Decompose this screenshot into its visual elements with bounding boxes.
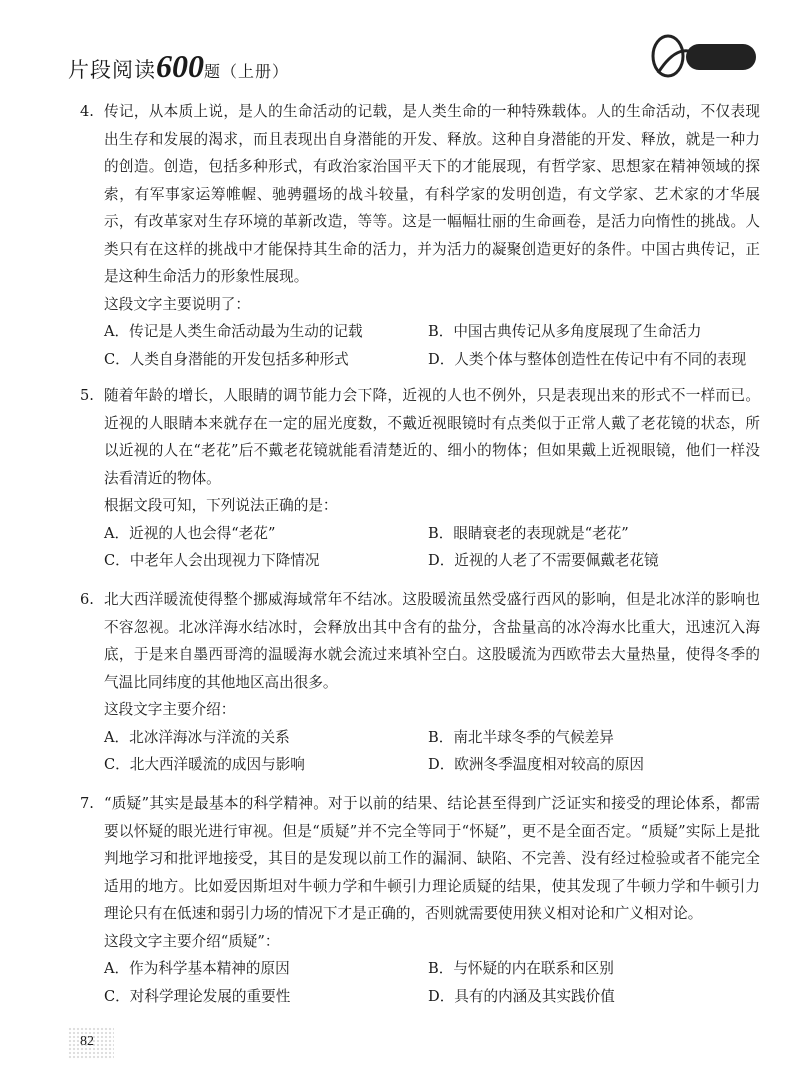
option-c: C．人类自身潜能的开发包括多种形式 [104,350,349,368]
option-list [104,724,760,779]
option-a: A．传记是人类生命活动最为生动的记载 [104,323,363,340]
book-title-suffix: 题 [204,62,222,81]
option-list [104,955,760,1010]
question-prompt: 这段文字主要介绍“质疑”： [104,932,280,950]
question-stem: 北大西洋暖流使得整个挪威海域常年不结冰。这股暖流虽然受盛行西风的影响，但是北冰洋的影响也不容忽视。北冰洋海水结冰时，会释放出其中含有的盐分，含盐量高的冰冷海水比重大，迅速沉入海底，于是来自墨西哥湾的温暖海水就会流过来填补空白。这股暖流为西欧带去大量热量，使得冬季的气温比同纬度的其他地区高出很多。 [104,591,760,691]
page-number: 82 [80,1034,94,1049]
question-stem: “质疑”其实是最基本的科学精神。对于以前的结果、结论甚至得到广泛证实和接受的理论体系，都需要以怀疑的眼光进行审视。但是“质疑”并不完全等同于“怀疑”，更不是全面否定。“质疑”实际上是批判地学习和批评地接受，其目的是发现以前工作的漏洞、缺陷、不完善、没有经过检验或者不能完全适用的地方。比如爱因斯坦对牛顿力学和牛顿引力理论质疑的结果，使其发现了牛顿力学和牛顿引力理论只有在低速和弱引力场的情况下才是正确的，否则就需要使用狭义相对论和广义相对论。 [104,795,760,922]
question-4 [80,98,760,373]
option-b: B．与怀疑的内在联系和区别 [428,960,614,977]
question-prompt: 根据文段可知，下列说法正确的是： [104,497,338,514]
question-7 [80,790,760,1010]
option-d: D．人类个体与整体创造性在传记中有不同的表现 [428,350,747,368]
option-c: C．对科学理论发展的重要性 [104,987,291,1005]
question-stem: 传记，从本质上说，是人的生命活动的记载，是人类生命的一种特殊载体。人的生命活动，不仅表现出生存和发展的渴求，而且表现出自身潜能的开发、释放。这种自身潜能的开发、释放，就是一种力的创造。创造，包括多种形式，有政治家治国平天下的才能展现，有哲学家、思想家在精神领域的探索，有军事家运筹帷幄、驰骋疆场的战斗较量，有科学家的发明创造，有文学家、艺术家的才华展示，有改革家对生存环境的革新改造，等等。这是一幅幅壮丽的生命画卷，是活力向惰性的挑战。人类只有在这样的挑战中才能保持其生命的活力，并为活力的凝聚创造更好的条件。中国古典传记，正是这种生命活力的形象性展现。 [104,103,760,285]
book-title [68,48,289,85]
question-number: 5. [80,387,94,404]
book-title-prefix: 片段阅读 [68,58,156,82]
question-prompt: 这段文字主要说明了： [104,295,250,313]
option-b: B．眼睛衰老的表现就是“老花” [428,524,629,542]
question-6 [80,586,760,779]
option-c: C．中老年人会出现视力下降情况 [104,552,320,569]
option-a: A．北冰洋海冰与洋流的关系 [104,728,290,746]
book-volume: （上册） [221,62,290,81]
option-d: D．欧洲冬季温度相对较高的原因 [428,756,645,773]
question-prompt: 这段文字主要介绍： [104,701,236,718]
question-number: 6. [80,591,94,608]
publisher-logo [650,28,760,83]
option-d: D．具有的内涵及其实践价值 [428,987,615,1005]
option-b: B．中国古典传记从多角度展现了生命活力 [428,323,702,340]
page-header [0,0,800,95]
question-stem: 随着年龄的增长，人眼睛的调节能力会下降，近视的人也不例外，只是表现出来的形式不一样而已。近视的人眼睛本来就存在一定的屈光度数，不戴近视眼镜时有点类似于正常人戴了老花镜的状态，所以近视的人在“老花”后不戴老花镜就能看清楚近的、细小的物体；但如果戴上近视眼镜，他们一样没法看清近的物体。 [104,387,760,487]
option-b: B．南北半球冬季的气候差异 [428,728,614,746]
option-list [104,520,760,575]
option-d: D．近视的人老了不需要佩戴老花镜 [428,552,659,569]
option-a: A．作为科学基本精神的原因 [104,960,290,977]
question-number: 4. [80,103,94,120]
option-a: A．近视的人也会得“老花” [104,524,276,542]
question-5 [80,382,760,575]
option-c: C．北大西洋暖流的成因与影响 [104,756,305,773]
question-number: 7. [80,795,94,812]
book-title-number: 600 [156,48,204,84]
option-list [104,318,760,373]
